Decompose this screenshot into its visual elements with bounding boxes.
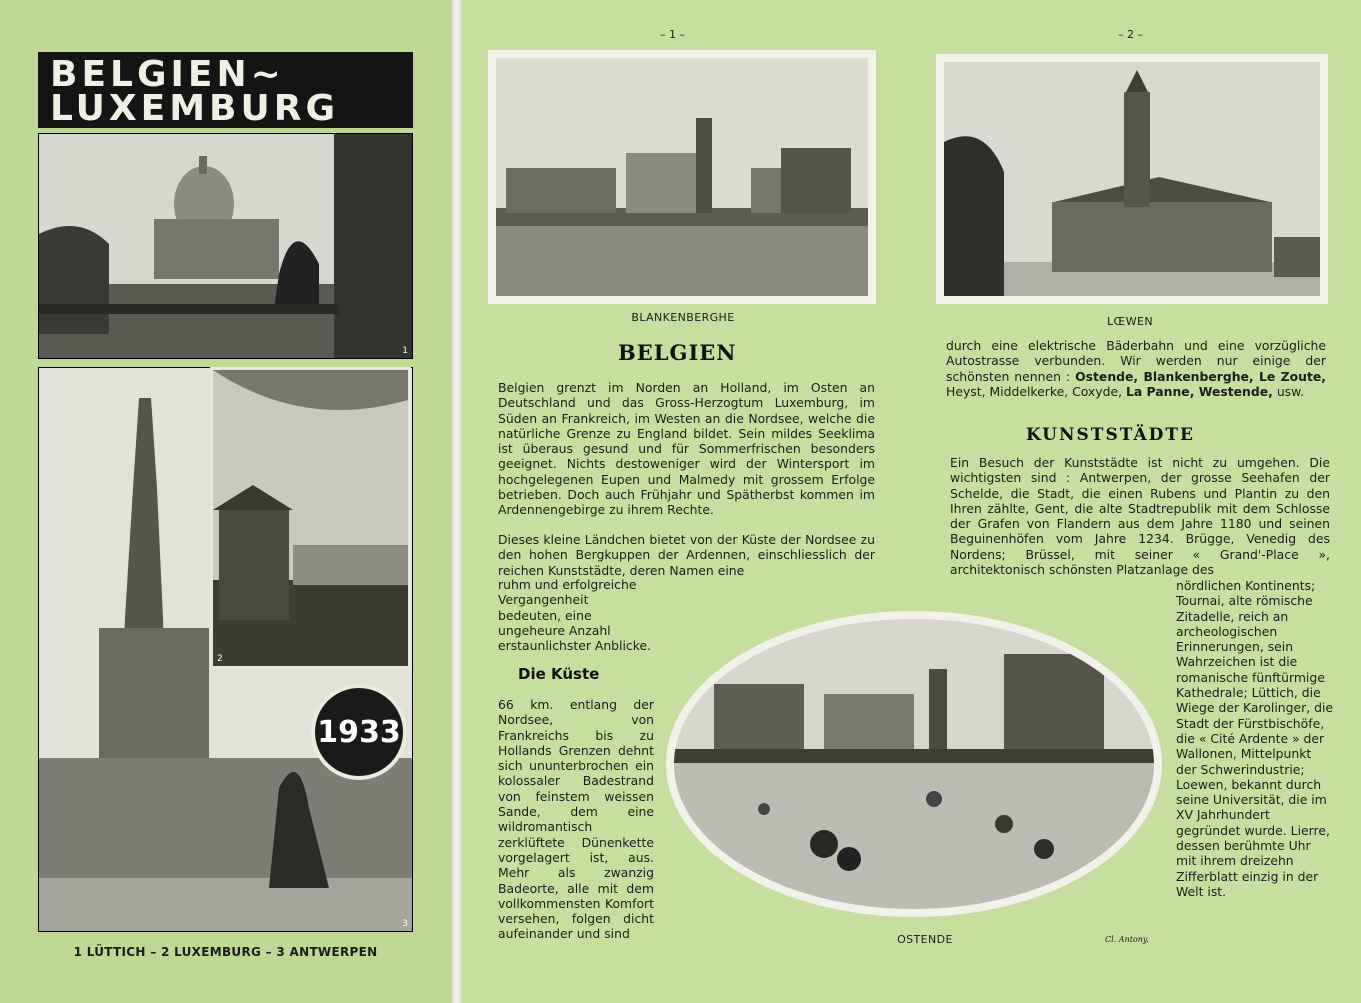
art-paragraph-cont: nördlichen Kontinents; Tournai, alte römische Zitadelle, reich an archeologischen Erinnerungen, sein Wahrzeichen ist die romanische fünftürmige Kathedrale; Lüttich, die Wiege der Karolinger, die Stadt der Fürstbischöfe, die « Cité Ardente » der Wallonen, Mittelpunkt der Schwerindustrie; Loewen, bekannt durch seine Universität, die im XV Jahrhundert gegründet wurde. Lierre, dessen berühmte Uhr mit ihrem dreizehn Zifferblatt einzig in der Welt ist. bbox=[1176, 578, 1334, 899]
caption-loewen: LŒWEN bbox=[1107, 315, 1153, 328]
cover-page bbox=[0, 0, 452, 1003]
photo-loewen bbox=[936, 54, 1328, 304]
year-badge bbox=[311, 684, 407, 780]
ostende-illustration bbox=[674, 619, 1154, 909]
top-paragraph bbox=[946, 338, 1326, 399]
cover-title-banner bbox=[38, 52, 413, 128]
photo-number-2: 2 bbox=[217, 654, 223, 664]
photo-luxemburg bbox=[210, 367, 411, 669]
intro-paragraph-1: Belgien grenzt im Norden an Holland, im Osten an Deutschland und das Gross-Herzogtum Luxemburg, im Süden an Frankreich, im Westen an die Nordsee, welche die natürliche Grenze zu England bildet. Sein mildes Seeklima ist überaus gesund und für Sommerfrischen besonders geeignet. Nichts destoweniger wird der Wintersport im hochgelegenen Eupen und Malmedy mit grossem Erfolge betrieben. Doch auch Frühjahr und Spätherbst kommen im Ardennengebirge zu ihrem Rechte. bbox=[498, 380, 875, 518]
top-paragraph-end: usw. bbox=[1276, 383, 1305, 399]
photo-credit: Cl. Antony. bbox=[1105, 935, 1149, 944]
top-paragraph-rest: Heyst, Middelkerke, Coxyde, bbox=[946, 383, 1123, 399]
coast-paragraph: 66 km. entlang der Nordsee, von Frankreichs bis zu Hollands Grenzen dehnt sich ununterbrochen ein kolossaler Badestrand von feinstem weissen Sande, dem eine wildromantisch zerklüftete Dünenkette vorgelagert ist, aus. Mehr als zwanzig Badeorte, alle mit dem vollkommensten Komfort versehen, folgen dicht aufeinander und sind bbox=[498, 697, 654, 942]
heading-kunststadte: KUNSTSTÄDTE bbox=[1026, 425, 1195, 445]
luttich-illustration bbox=[39, 134, 412, 358]
luxemburg-illustration bbox=[213, 370, 408, 666]
caption-blankenberghe: BLANKENBERGHE bbox=[631, 311, 735, 324]
caption-ostende: OSTENDE bbox=[897, 933, 953, 946]
page-number-1: – 1 – bbox=[660, 28, 685, 41]
cover-caption: 1 LÜTTICH – 2 LUXEMBURG – 3 ANTWERPEN bbox=[73, 945, 378, 959]
year-badge-text: 1933 bbox=[317, 714, 401, 750]
art-paragraph: Ein Besuch der Kunststädte ist nicht zu umgehen. Die wichtigsten sind : Antwerpen, der grosse Seehafen der Schelde, die Stadt, die einen Rubens und Plantin zu den Ihren zählte, Gent, die alte Stadtrepublik mit dem Schlosse der Grafen von Flandern aus dem Jahre 1180 und seinen Beguinenhöfen vom Jahre 1234. Brügge, Venedig des Nordens; Brüssel, mit seiner « Grand'-Place », architektonisch schönsten Platzanlage des bbox=[950, 455, 1330, 578]
blankenberghe-illustration bbox=[496, 58, 868, 296]
subheading-kuste: Die Küste bbox=[518, 665, 600, 683]
photo-number-1: 1 bbox=[402, 346, 408, 356]
intro-paragraph-2: Dieses kleine Ländchen bietet von der Küste der Nordsee zu den hohen Bergkuppen der Ardennen, einschliesslich der reichen Kunststädte, deren Namen eine bbox=[498, 532, 875, 578]
photo-ostende bbox=[674, 619, 1154, 909]
photo-blankenberghe bbox=[488, 50, 876, 304]
cover-title-line1: BELGIEN~ bbox=[50, 54, 285, 95]
spread-gutter bbox=[452, 0, 462, 1003]
photo-ostende-frame bbox=[666, 611, 1162, 917]
photo-luttich bbox=[38, 133, 413, 359]
intro-paragraph-2-cont: ruhm und erfolgreiche Vergangenheit bedeuten, eine ungeheure Anzahl erstaunlichster Anblicke. bbox=[498, 577, 652, 654]
top-paragraph-names2: La Panne, Westende, bbox=[1125, 383, 1273, 399]
top-paragraph-plain: durch eine elektrische Bäderbahn und eine vorzügliche Autostrasse verbunden. Wir werden nur einige der schönsten nennen : bbox=[946, 338, 1326, 384]
top-paragraph-names: Ostende, Blankenberghe, Le Zoute, bbox=[1075, 368, 1326, 384]
heading-belgien: BELGIEN bbox=[618, 340, 737, 365]
photo-number-3: 3 bbox=[402, 919, 408, 929]
page-number-2: – 2 – bbox=[1118, 28, 1143, 41]
loewen-illustration bbox=[944, 62, 1320, 296]
cover-title-line2: LUXEMBURG bbox=[50, 88, 340, 129]
